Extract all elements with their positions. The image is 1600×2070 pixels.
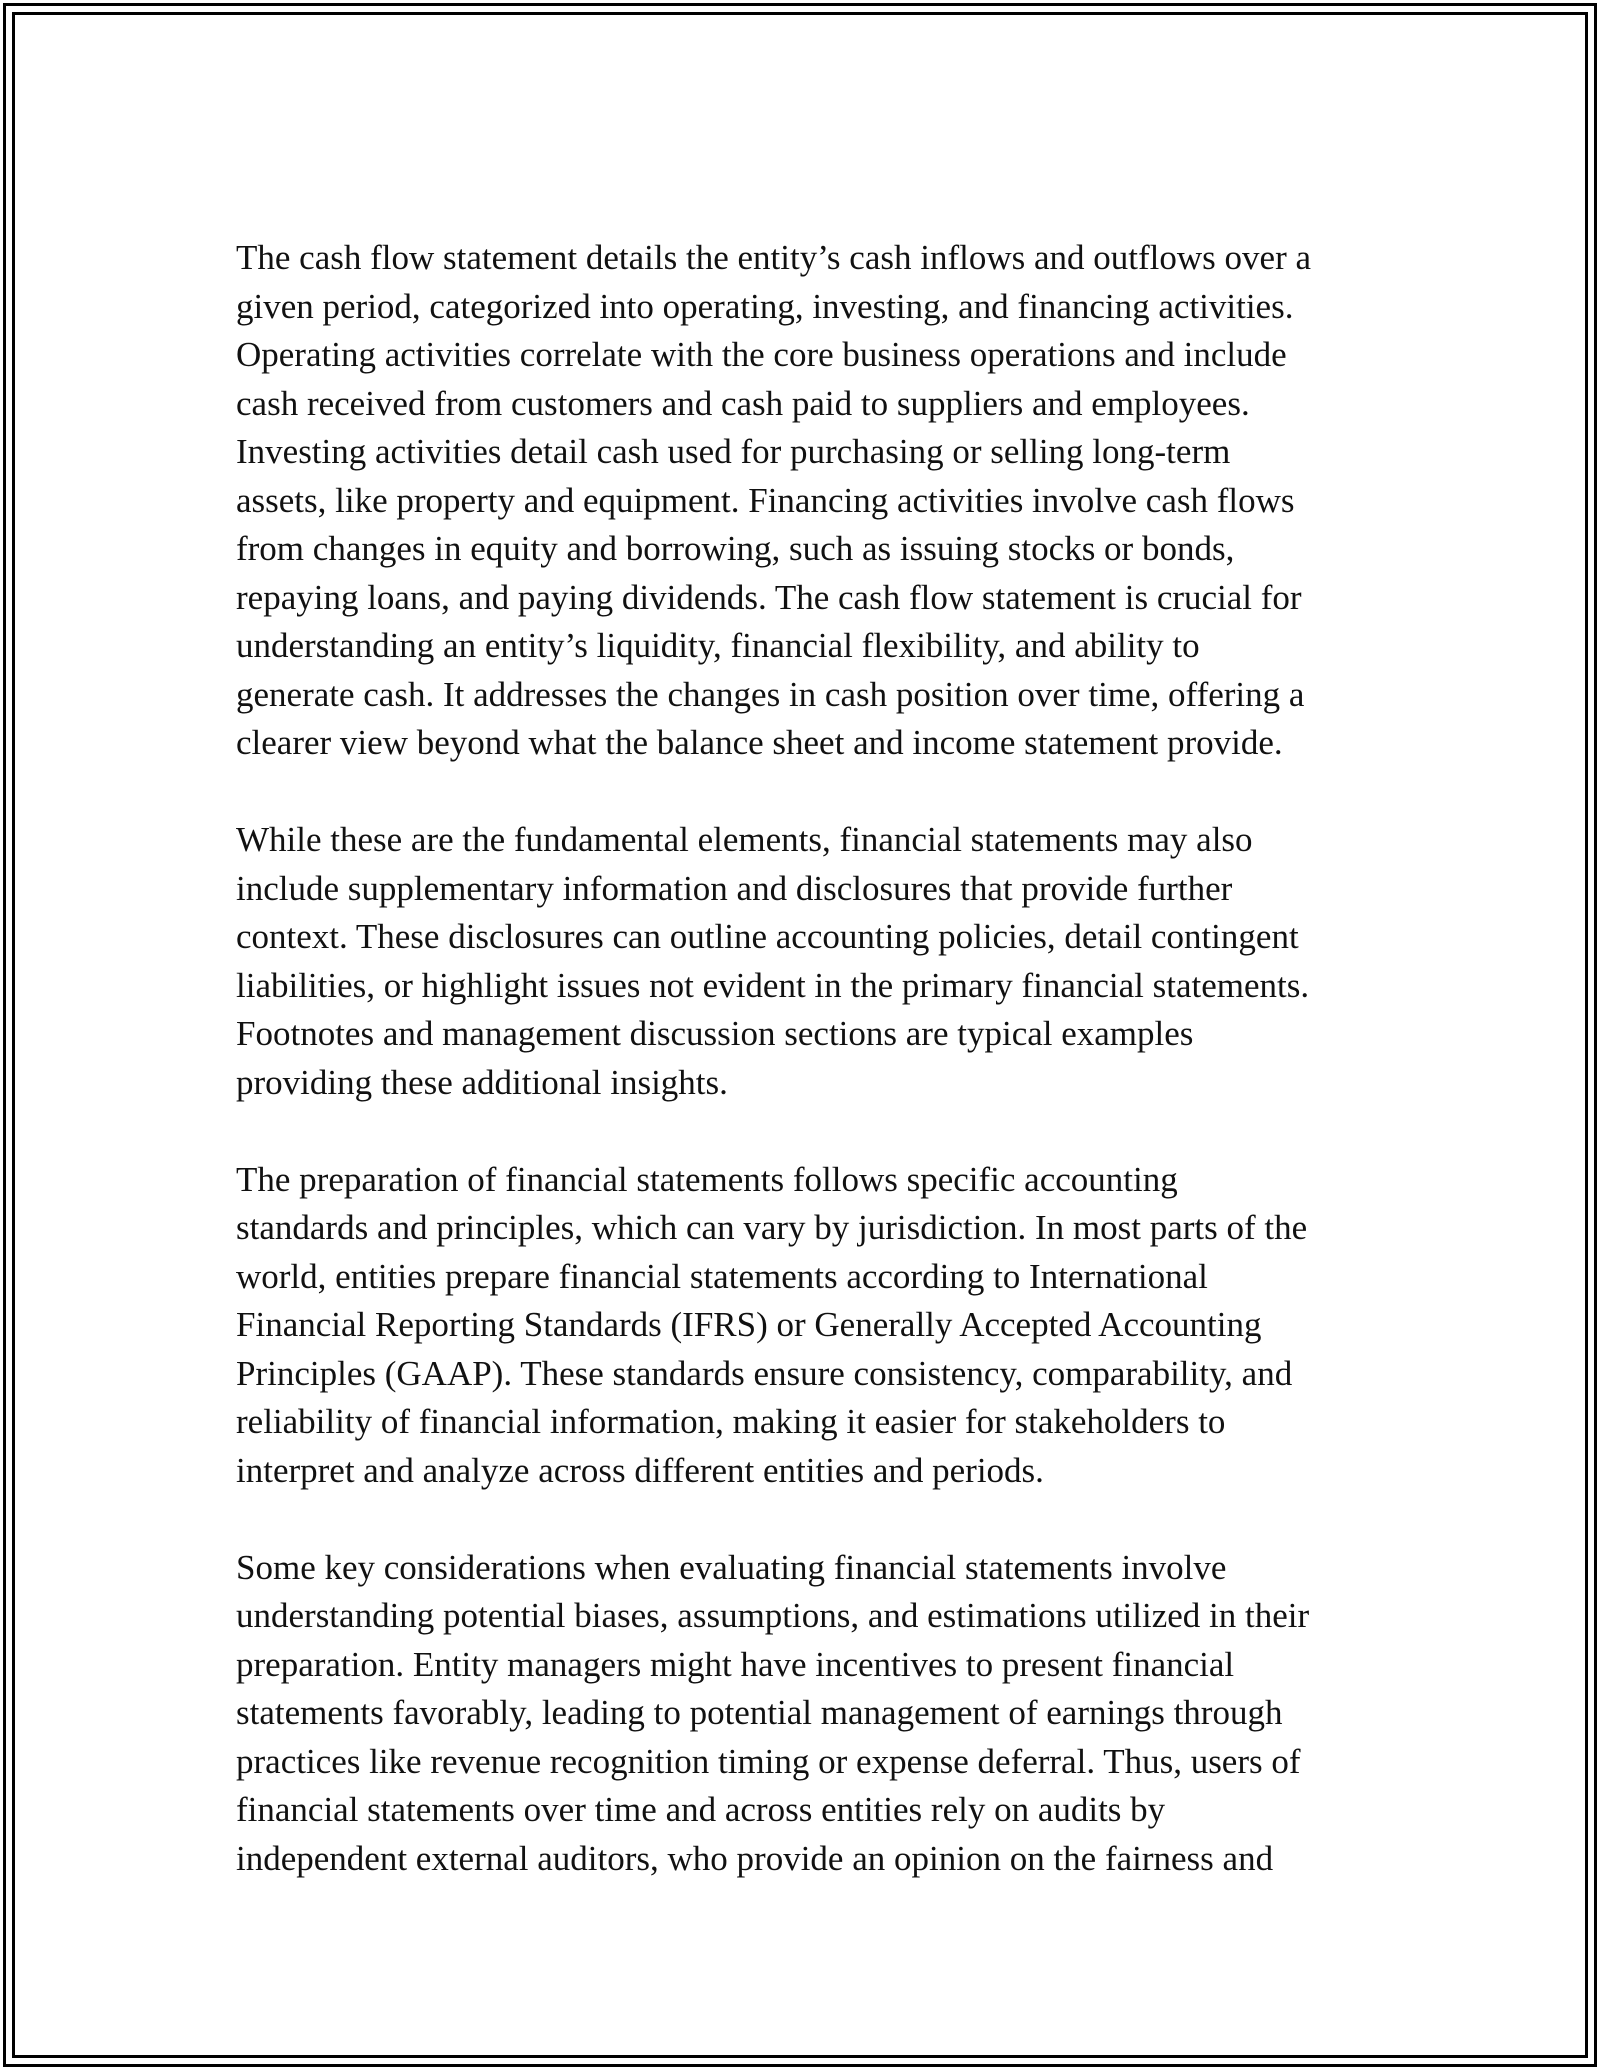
text-line: practices like revenue recognition timing or expense deferral. Thus, users of — [236, 1741, 1301, 1781]
text-line: reliability of financial information, making it easier for stakeholders to — [236, 1402, 1226, 1441]
text-line: Investing activities detail cash used for purchasing or selling long-term — [236, 432, 1231, 471]
text-line: financial statements over time and across entities rely on audits by — [236, 1790, 1166, 1829]
paragraph-supplementary — [236, 816, 1376, 1107]
text-line: statements favorably, leading to potential management of earnings through — [236, 1693, 1283, 1732]
text-line: repaying loans, and paying dividends. The cash flow statement is crucial for — [236, 577, 1302, 617]
text-line: Financial Reporting Standards (IFRS) or Generally Accepted Accounting — [236, 1305, 1262, 1344]
paragraph-cash-flow — [236, 234, 1376, 768]
text-line: Footnotes and management discussion sections are typical examples — [236, 1014, 1194, 1053]
text-line: liabilities, or highlight issues not evident in the primary financial statements. — [236, 965, 1310, 1005]
text-line: interpret and analyze across different entities and periods. — [236, 1450, 1044, 1490]
text-line: given period, categorized into operating, investing, and financing activities. — [236, 286, 1294, 326]
text-line: world, entities prepare financial statements according to International — [236, 1256, 1208, 1296]
text-line: understanding potential biases, assumptions, and estimations utilized in their — [236, 1596, 1310, 1635]
text-line: include supplementary information and disclosures that provide further — [236, 868, 1233, 908]
text-line: generate cash. It addresses the changes in cash position over time, offering a — [236, 674, 1305, 714]
text-line: Principles (GAAP). These standards ensure consistency, comparability, and — [236, 1353, 1293, 1393]
text-line: understanding an entity’s liquidity, financial flexibility, and ability to — [236, 626, 1200, 665]
text-line: context. These disclosures can outline accounting policies, detail contingent — [236, 917, 1299, 956]
text-line: While these are the fundamental elements, financial statements may also — [236, 820, 1253, 859]
paragraph-standards — [236, 1156, 1376, 1496]
text-line: cash received from customers and cash paid to suppliers and employees. — [236, 383, 1250, 423]
text-line: Some key considerations when evaluating financial statements involve — [236, 1547, 1227, 1587]
text-line: The cash flow statement details the entity’s cash inflows and outflows over a — [236, 238, 1312, 277]
text-line: preparation. Entity managers might have incentives to present financial — [236, 1644, 1235, 1684]
text-line: assets, like property and equipment. Financing activities involve cash flows — [236, 480, 1295, 520]
document-body — [236, 234, 1376, 1932]
text-line: clearer view beyond what the balance sheet and income statement provide. — [236, 723, 1283, 762]
text-line: providing these additional insights. — [236, 1062, 728, 1102]
text-line: independent external auditors, who provide an opinion on the fairness and — [236, 1838, 1274, 1878]
text-line: The preparation of financial statements follows specific accounting — [236, 1159, 1178, 1199]
text-line: standards and principles, which can vary by jurisdiction. In most parts of the — [236, 1208, 1308, 1247]
text-line: Operating activities correlate with the core business operations and include — [236, 335, 1287, 374]
text-line: from changes in equity and borrowing, such as issuing stocks or bonds, — [236, 529, 1235, 568]
paragraph-considerations — [236, 1544, 1376, 1884]
